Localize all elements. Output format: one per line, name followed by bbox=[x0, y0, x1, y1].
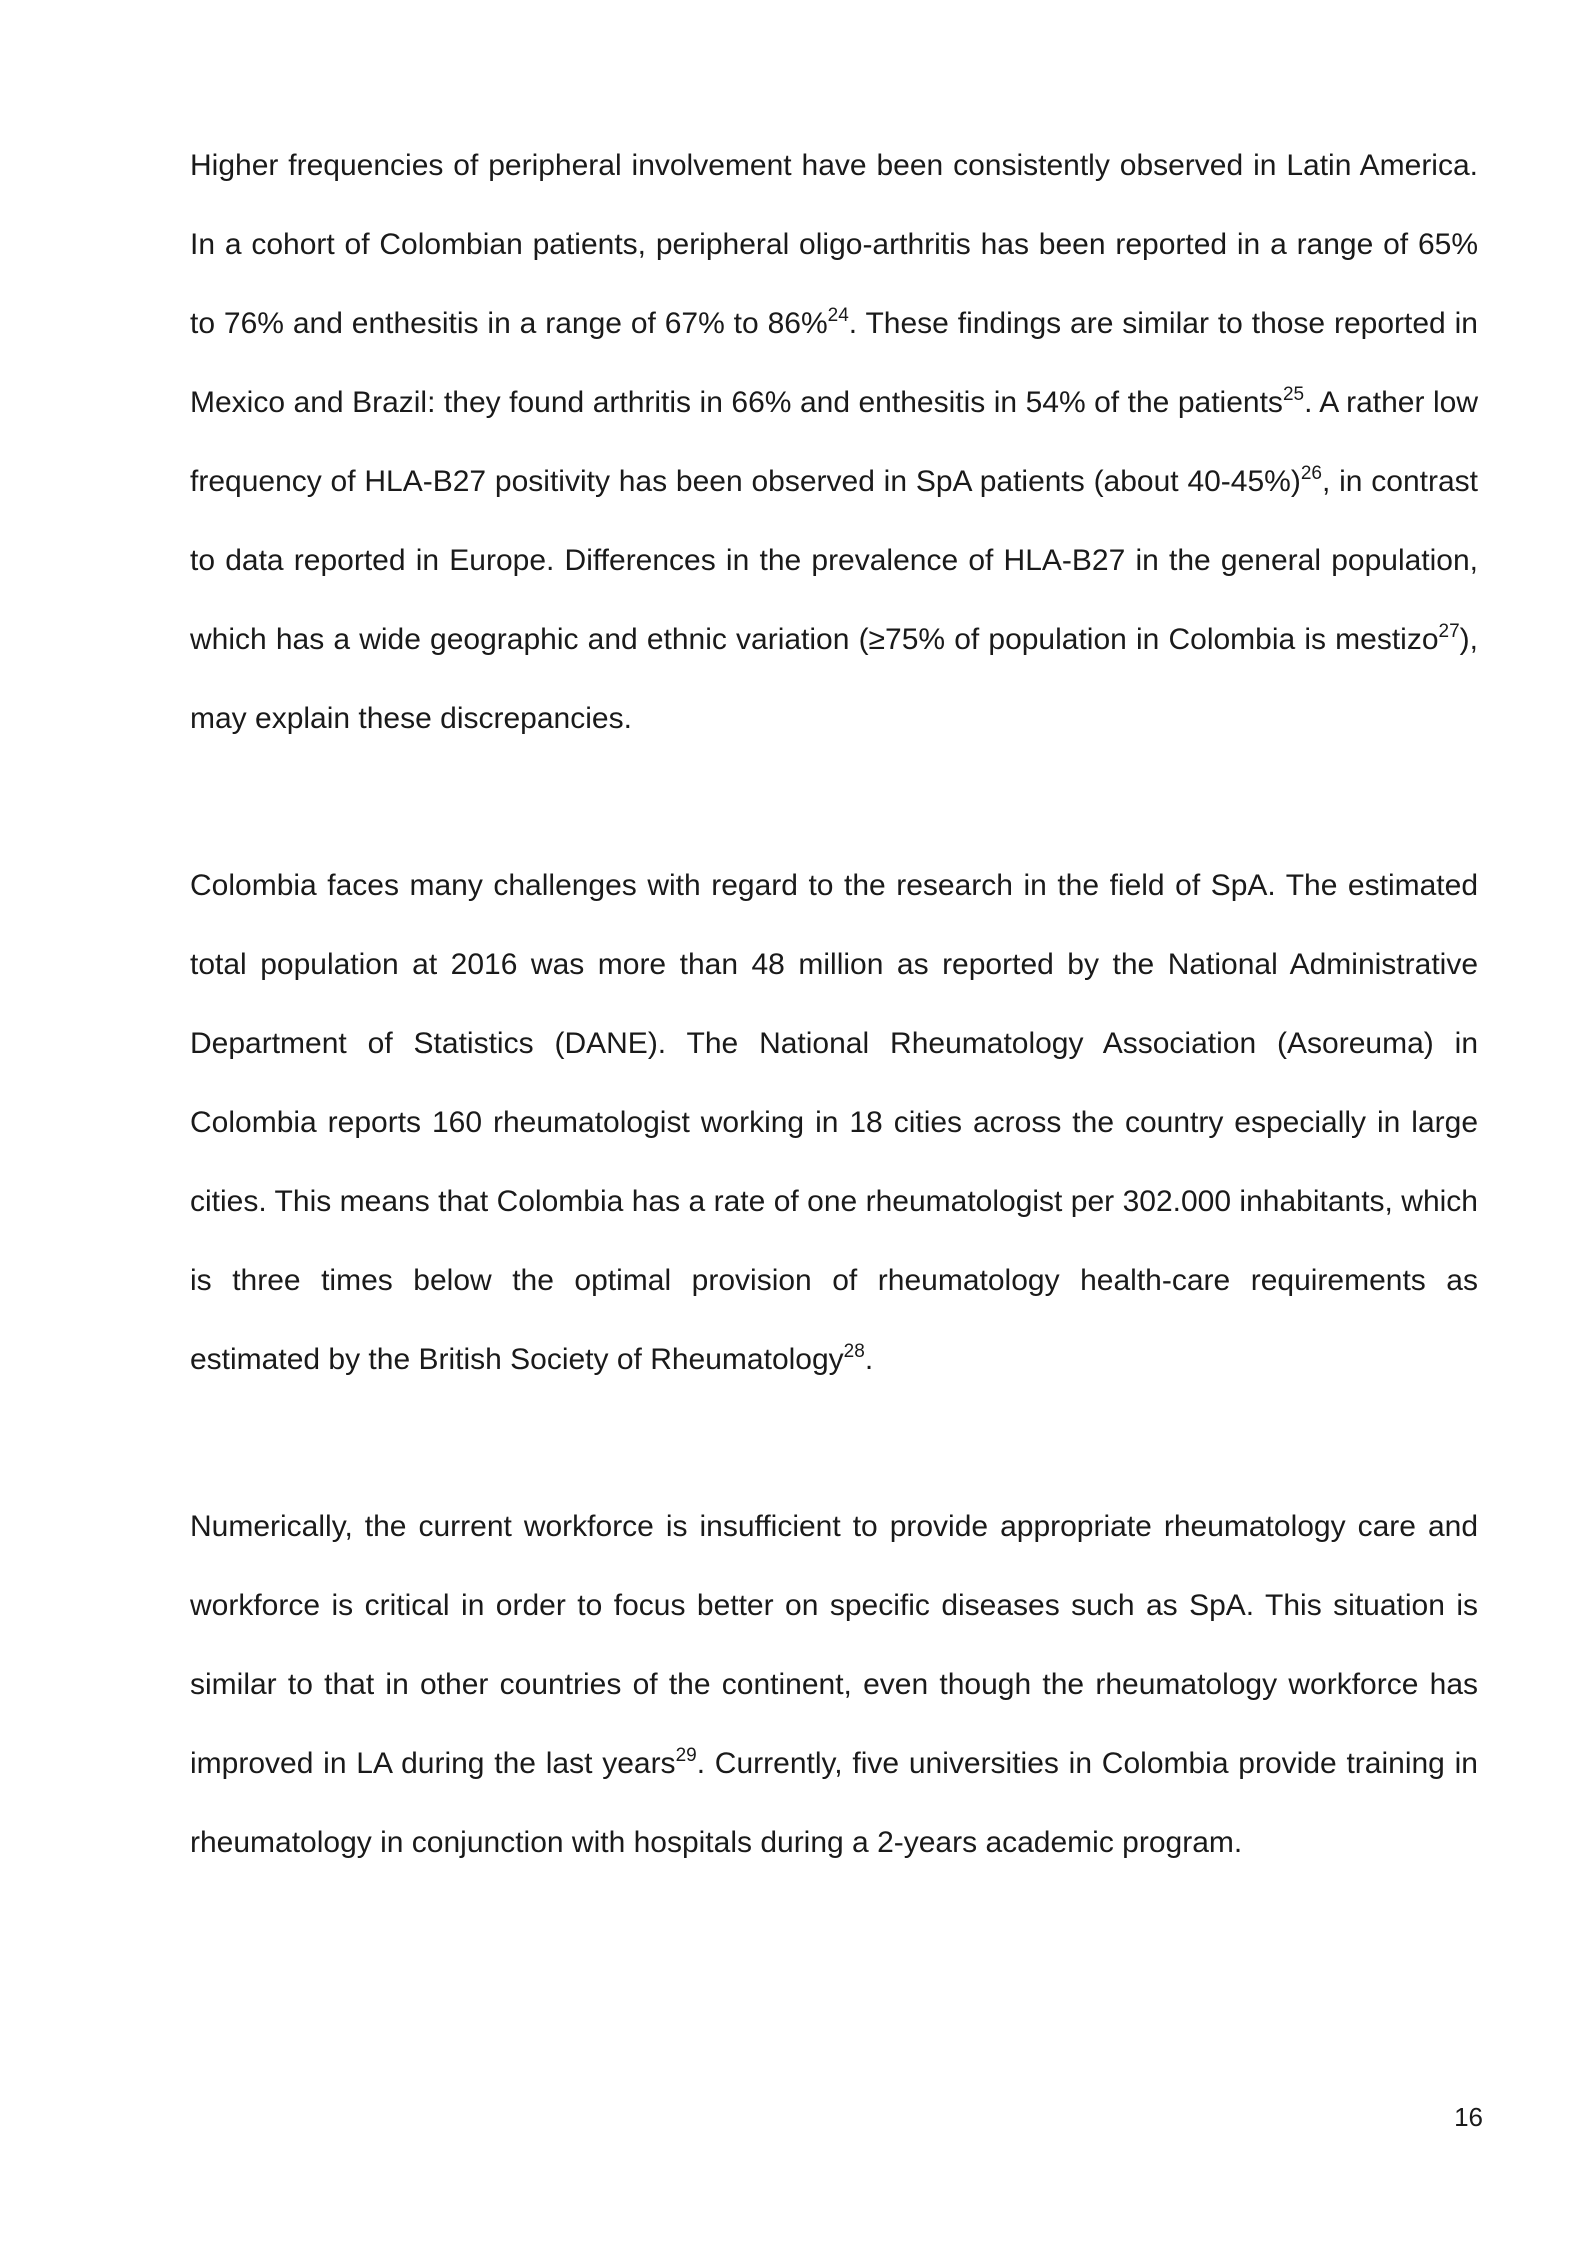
citation-superscript: 24 bbox=[827, 305, 849, 326]
paragraph-text: Colombia faces many challenges with regard to the research in the field of SpA. The estimated total population at 2016 was more than 48 million as reported by the National Administrative Department of Statistics (DANE). The National Rheumatology Association (Asoreuma) in Colombia reports 160 rheumatologist working in 18 cities across the country especially in large cities. This means that Colombia has a rate of one rheumatologist per 302.000 inhabitants, which is three times below the optimal provision of rheumatology health-care requirements as estimated by the British Society of Rheumatology bbox=[190, 869, 1478, 1376]
paragraph-text: . These findings are similar to those reported in Mexico and Brazil: they found arthritis in 66% and enthesitis in 54% of the patients bbox=[190, 307, 1478, 419]
paragraph-text: , in contrast to data reported in Europe. Differences in the prevalence of HLA-B27 in the general population, which has a wide geographic and ethnic variation (≥75% of population in Colombia is mestizo bbox=[190, 465, 1478, 656]
paragraph-text: ), may explain these discrepancies. bbox=[190, 623, 1478, 735]
paragraph-text: Higher frequencies of peripheral involvement have been consistently observed in Latin America. In a cohort of Colombian patients, peripheral oligo-arthritis has been reported in a range of 65% to 76% and enthesitis in a range of 67% to 86% bbox=[190, 149, 1478, 340]
paragraph-peripheral-involvement bbox=[190, 126, 1478, 758]
citation-superscript: 25 bbox=[1282, 384, 1305, 405]
paragraph-text: Numerically, the current workforce is insufficient to provide appropriate rheumatology care and workforce is critical in order to focus better on specific diseases such as SpA. This situation is similar to that in other countries of the continent, even though the rheumatology workforce has improved in LA during the last years bbox=[190, 1510, 1478, 1780]
citation-superscript: 26 bbox=[1300, 463, 1322, 484]
citation-superscript: 29 bbox=[675, 1745, 697, 1766]
paragraph-workforce bbox=[190, 1487, 1478, 1882]
page-number: 16 bbox=[1454, 2102, 1483, 2132]
paragraph-text: . A rather low frequency of HLA-B27 positivity has been observed in SpA patients (about 40-45%) bbox=[190, 386, 1478, 498]
citation-superscript: 27 bbox=[1438, 621, 1460, 642]
paragraph-text: . bbox=[864, 1343, 874, 1376]
paragraph-research-challenges bbox=[190, 846, 1478, 1399]
paragraph-text: . Currently, five universities in Colombia provide training in rheumatology in conjunction with hospitals during a 2-years academic program. bbox=[190, 1747, 1478, 1859]
citation-superscript: 28 bbox=[843, 1341, 865, 1362]
